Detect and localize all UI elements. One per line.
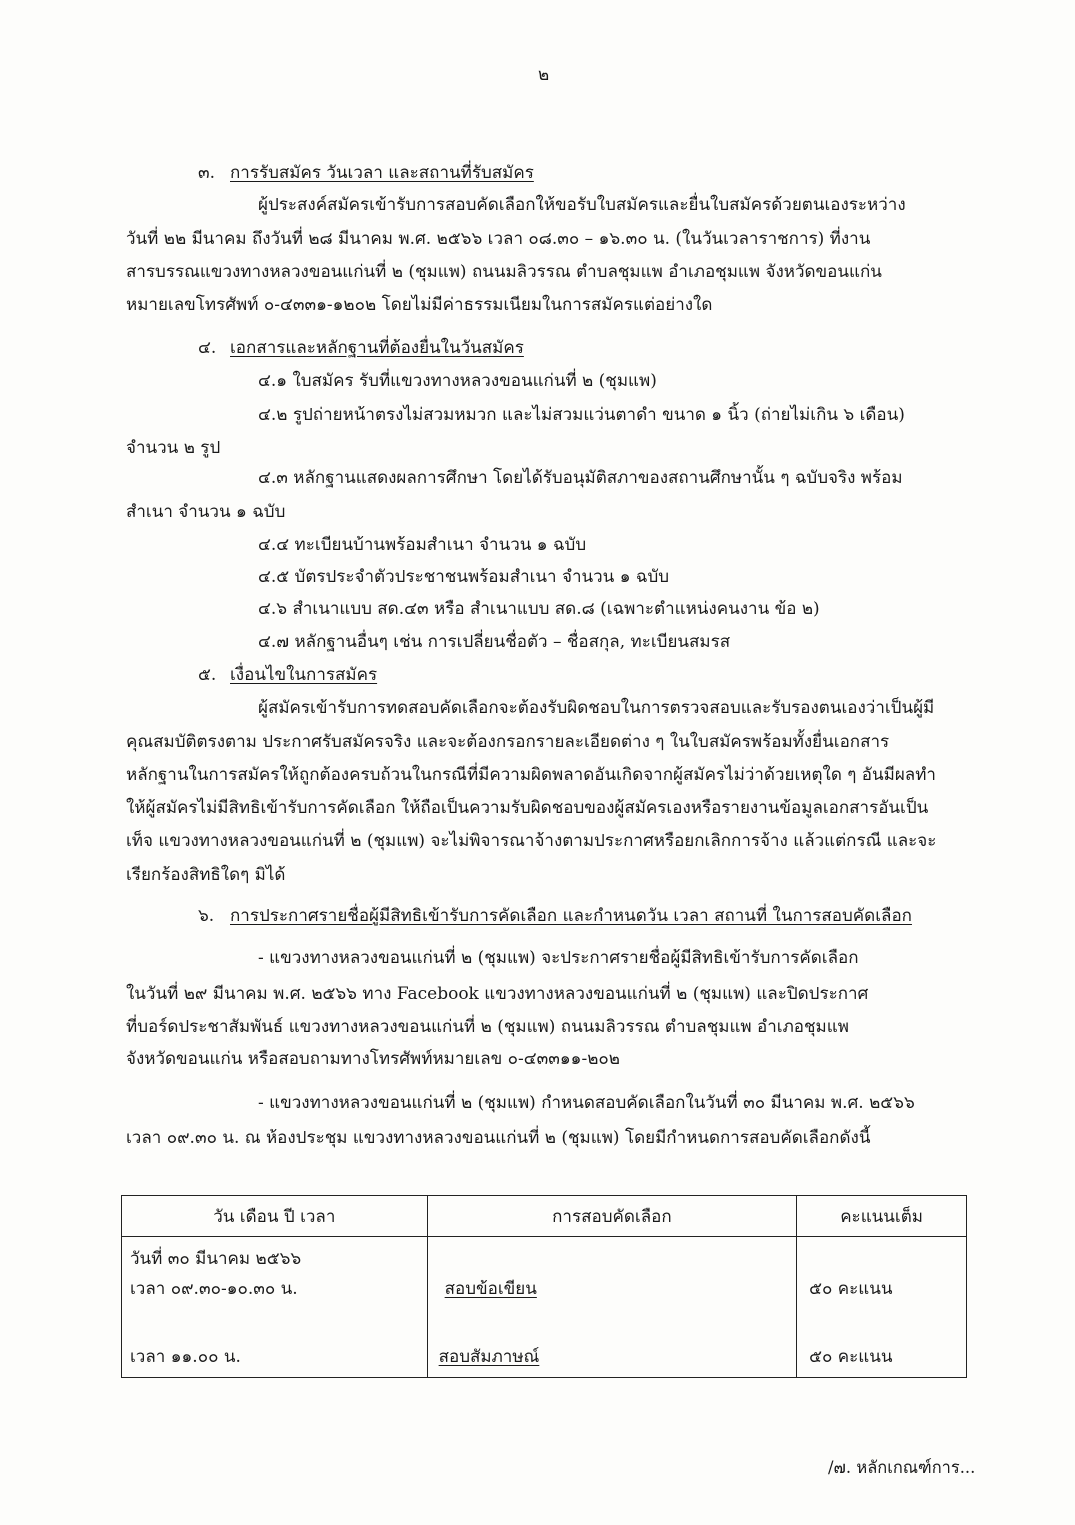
schedule-line: - แขวงทางหลวงขอนแก่นที่ ๒ (ชุมแพ) กำหนดสอบคัดเลือกในวันที่ ๓๐ มีนาคม พ.ศ. ๒๕๖๖ <box>258 1093 915 1113</box>
section-6-heading: การประกาศรายชื่อผู้มีสิทธิเข้ารับการคัดเลือก และกำหนดวัน เวลา สถานที่ ในการสอบคัดเลือก <box>230 906 912 926</box>
section-5-line: ผู้สมัครเข้ารับการทดสอบคัดเลือกจะต้องรับผิดชอบในการตรวจสอบและรับรองตนเองว่าเป็นผู้มี <box>258 698 935 718</box>
column-header-score: คะแนนเต็ม <box>797 1196 967 1237</box>
document-item: ๔.๖ สำเนาแบบ สด.๔๓ หรือ สำเนาแบบ สด.๘ (เฉพาะตำแหน่งคนงาน ข้อ ๒) <box>258 599 820 619</box>
section-3-line: หมายเลขโทรศัพท์ ๐-๔๓๓๑-๑๒๐๒ โดยไม่มีค่าธรรมเนียมในการสมัครแต่อย่างใด <box>126 295 713 315</box>
interview-time: เวลา ๑๑.๐๐ น. <box>130 1347 241 1367</box>
announcement-line: จังหวัดขอนแก่น หรือสอบถามทางโทรศัพท์หมายเลข ๐-๔๓๓๑๑-๒๐๒ <box>126 1049 620 1069</box>
document-item: ๔.๑ ใบสมัคร รับที่แขวงทางหลวงขอนแก่นที่ ๒ (ชุมแพ) <box>258 371 657 391</box>
section-5-line: คุณสมบัติตรงตาม ประกาศรับสมัครจริง และจะต้องกรอกรายละเอียดต่าง ๆ ในใบสมัครพร้อมทั้งยื่นเอกสาร <box>126 732 890 752</box>
next-page-reference: /๗. หลักเกณฑ์การ... <box>828 1458 976 1478</box>
exam-schedule-table <box>121 1195 967 1378</box>
column-header-exam: การสอบคัดเลือก <box>427 1196 797 1237</box>
written-exam-time: เวลา ๐๙.๓๐-๑๐.๓๐ น. <box>130 1279 298 1299</box>
section-3-number: ๓. <box>198 163 216 183</box>
interview-score: ๕๐ คะแนน <box>809 1347 893 1367</box>
date-time-cell <box>122 1237 428 1378</box>
section-3-line: ผู้ประสงค์สมัครเข้ารับการสอบคัดเลือกให้ขอรับใบสมัครและยื่นใบสมัครด้วยตนเองระหว่าง <box>258 195 906 215</box>
section-3-heading: การรับสมัคร วันเวลา และสถานที่รับสมัคร <box>230 163 534 183</box>
section-5-number: ๕. <box>198 665 217 685</box>
interview-label: สอบสัมภาษณ์ <box>438 1347 540 1367</box>
exam-cell <box>427 1237 797 1378</box>
announcement-line: - แขวงทางหลวงขอนแก่นที่ ๒ (ชุมแพ) จะประกาศรายชื่อผู้มีสิทธิเข้ารับการคัดเลือก <box>258 948 859 968</box>
table-row <box>122 1237 967 1378</box>
section-3-line: วันที่ ๒๒ มีนาคม ถึงวันที่ ๒๘ มีนาคม พ.ศ. ๒๕๖๖ เวลา ๐๘.๓๐ – ๑๖.๓๐ น. (ในวันเวลาราชการ) ที่งาน <box>126 229 871 249</box>
document-item: ๔.๗ หลักฐานอื่นๆ เช่น การเปลี่ยนชื่อตัว – ชื่อสกุล, ทะเบียนสมรส <box>258 632 731 652</box>
score-cell <box>797 1237 967 1378</box>
section-3-line: สารบรรณแขวงทางหลวงขอนแก่นที่ ๒ (ชุมแพ) ถนนมลิวรรณ ตำบลชุมแพ อำเภอชุมแพ จังหวัดขอนแก่น <box>126 262 882 282</box>
table-header-row <box>122 1196 967 1237</box>
column-header-date: วัน เดือน ปี เวลา <box>122 1196 428 1237</box>
section-6-number: ๖. <box>198 906 215 926</box>
page-number: ๒ <box>538 65 550 85</box>
document-item: ๔.๒ รูปถ่ายหน้าตรงไม่สวมหมวก และไม่สวมแว่นตาดำ ขนาด ๑ นิ้ว (ถ่ายไม่เกิน ๖ เดือน) <box>258 405 905 425</box>
document-item-continued: จำนวน ๒ รูป <box>126 438 221 458</box>
document-item-continued: สำเนา จำนวน ๑ ฉบับ <box>126 502 286 522</box>
section-4-number: ๔. <box>198 338 217 358</box>
section-5-line: ให้ผู้สมัครไม่มีสิทธิเข้ารับการคัดเลือก ให้ถือเป็นความรับผิดชอบของผู้สมัครเองหรือรายงานข้อมูลเอกสารอันเป็น <box>126 798 929 818</box>
announcement-line: ที่บอร์ดประชาสัมพันธ์ แขวงทางหลวงขอนแก่นที่ ๒ (ชุมแพ) ถนนมลิวรรณ ตำบลชุมแพ อำเภอชุมแพ <box>126 1017 849 1037</box>
written-exam-label: สอบข้อเขียน <box>444 1279 537 1299</box>
section-4-heading: เอกสารและหลักฐานที่ต้องยื่นในวันสมัคร <box>230 338 524 358</box>
document-item: ๔.๕ บัตรประจำตัวประชาชนพร้อมสำเนา จำนวน ๑ ฉบับ <box>258 567 670 587</box>
section-5-heading: เงื่อนไขในการสมัคร <box>230 665 378 685</box>
document-item: ๔.๓ หลักฐานแสดงผลการศึกษา โดยได้รับอนุมัติสภาของสถานศึกษานั้น ๆ ฉบับจริง พร้อม <box>258 468 903 488</box>
section-5-line: หลักฐานในการสมัครให้ถูกต้องครบถ้วนในกรณีที่มีความผิดพลาดอันเกิดจากผู้สมัครไม่ว่าด้วยเหตุใด ๆ อันมีผลทำ <box>126 765 936 785</box>
section-5-line: เท็จ แขวงทางหลวงขอนแก่นที่ ๒ (ชุมแพ) จะไม่พิจารณาจ้างตามประกาศหรือยกเลิกการจ้าง แล้วแต่กรณี และจะ <box>126 831 937 851</box>
document-item: ๔.๔ ทะเบียนบ้านพร้อมสำเนา จำนวน ๑ ฉบับ <box>258 535 587 555</box>
schedule-line: เวลา ๐๙.๓๐ น. ณ ห้องประชุม แขวงทางหลวงขอนแก่นที่ ๒ (ชุมแพ) โดยมีกำหนดการสอบคัดเลือกดังนี้ <box>126 1128 871 1148</box>
announcement-line: ในวันที่ ๒๙ มีนาคม พ.ศ. ๒๕๖๖ ทาง Facebook แขวงทางหลวงขอนแก่นที่ ๒ (ชุมแพ) และปิดประกาศ <box>126 984 869 1004</box>
section-5-line: เรียกร้องสิทธิใดๆ มิได้ <box>126 865 286 885</box>
exam-date: วันที่ ๓๐ มีนาคม ๒๕๖๖ <box>130 1249 302 1269</box>
written-exam-score: ๕๐ คะแนน <box>809 1279 893 1299</box>
